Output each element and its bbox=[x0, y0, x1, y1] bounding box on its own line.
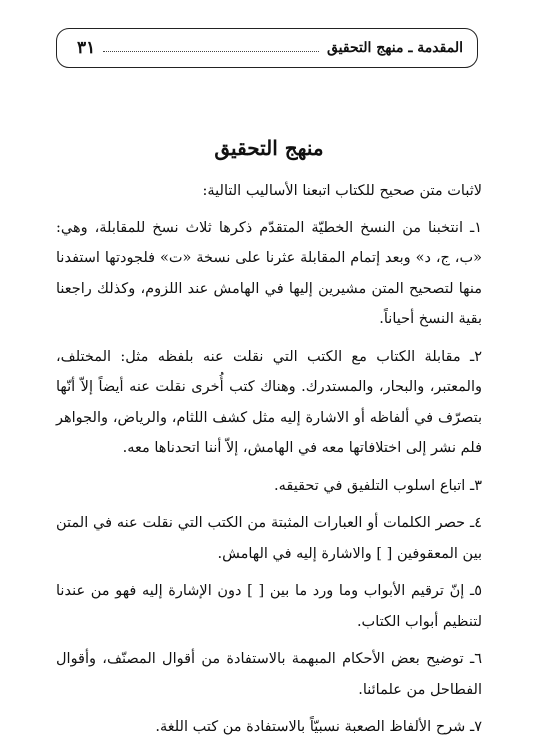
body-text bbox=[56, 176, 482, 750]
section-heading: منهج التحقيق bbox=[214, 136, 324, 160]
header-dotted-leader bbox=[103, 51, 319, 52]
method-item-7: ٧ـ شرح الألفاظ الصعبة نسبيّاً بالاستفادة من كتب اللغة. bbox=[155, 719, 482, 735]
page-number: ٣١ bbox=[77, 38, 96, 58]
method-item-2: ٢ـ مقابلة الكتاب مع الكتب التي نقلت عنه بلفظه مثل: المختلف، والمعتبر، والبحار، والمستدرك. وهناك كتب أُخرى نقلت عنه أيضاً إلاّ أنّها بتصرّف في ألفاظه أو الاشارة إليه مثل كشف اللثام، والرياض، والجواهر فلم نشر إلى اختلافاتها معه في الهامش، إلاّ أننا اتحدناها معه. bbox=[56, 348, 482, 456]
method-item-6: ٦ـ توضيح بعض الأحكام المبهمة بالاستفادة من أقوال المصنّف، وأقوال الفطاحل من علمائنا. bbox=[56, 651, 482, 698]
running-header bbox=[56, 28, 478, 68]
intro-paragraph: لاثبات متن صحيح للكتاب اتبعنا الأساليب التالية: bbox=[202, 183, 482, 199]
running-header-title: المقدمة ـ منهج التحقيق bbox=[326, 40, 463, 56]
method-item-3: ٣ـ اتباع اسلوب التلفيق في تحقيقه. bbox=[274, 477, 482, 494]
method-item-1: ١ـ انتخبنا من النسخ الخطيّة المتقدّم ذكرها ثلاث نسخ للمقابلة، وهي: «ب، ج، د» وبعد إتمام المقابلة عثرنا على نسخة «ت» فلجودتها استفدنا منها لتصحيح المتن مشيرين إليها في الهامش عند اللزوم، وكذلك راجعنا بقية النسخ أحياناً. bbox=[56, 219, 482, 327]
method-item-4: ٤ـ حصر الكلمات أو العبارات المثبتة من الكتب التي نقلت عنه في المتن بين المعقوفين [ ] والاشارة إليه في الهامش. bbox=[56, 515, 482, 562]
method-item-5: ٥ـ إنّ ترقيم الأبواب وما ورد ما بين [ ] دون الإشارة إليه فهو من عندنا لتنظيم أبواب الكتاب. bbox=[56, 583, 482, 630]
